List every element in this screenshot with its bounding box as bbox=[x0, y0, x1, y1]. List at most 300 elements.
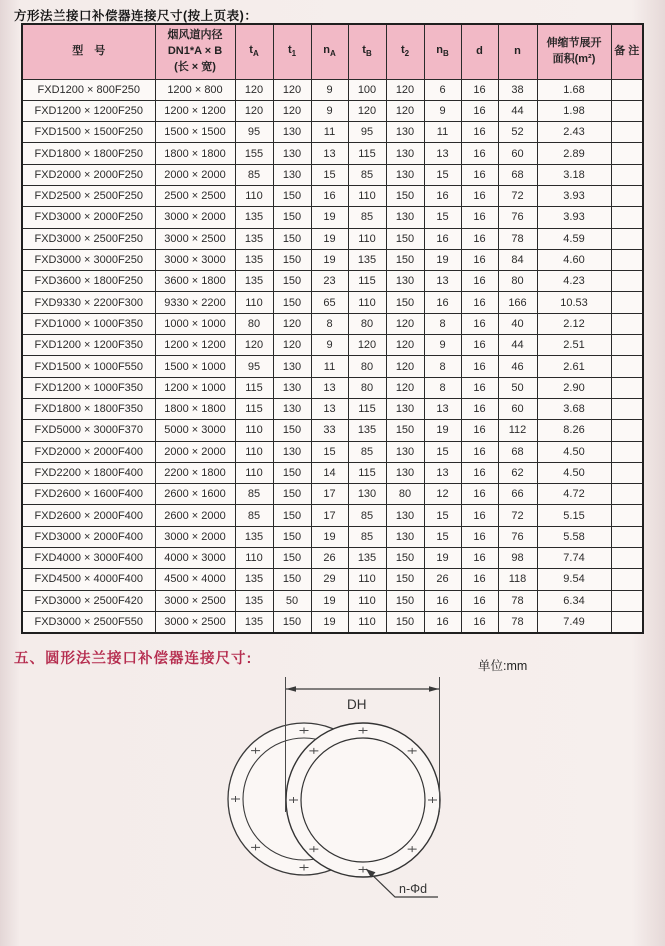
table-row bbox=[22, 122, 643, 143]
table-cell-area: 5.58 bbox=[537, 526, 611, 547]
column-header-area: 伸缩节展开 面积(m²) bbox=[537, 24, 611, 79]
table-cell-d: 16 bbox=[461, 611, 498, 632]
table-cell-t2: 130 bbox=[386, 164, 424, 185]
table-cell-t2: 120 bbox=[386, 313, 424, 334]
table-cell-nB: 19 bbox=[424, 249, 461, 270]
table-cell-tB: 120 bbox=[348, 100, 386, 121]
table-cell-nA: 8 bbox=[311, 313, 348, 334]
table-cell-tA: 110 bbox=[235, 292, 273, 313]
table-cell-t2: 150 bbox=[386, 420, 424, 441]
table-cell-model: FXD2500 × 2500F250 bbox=[22, 185, 155, 206]
column-header-tB: $t_B$ bbox=[348, 24, 386, 79]
table-cell-t1: 130 bbox=[273, 398, 311, 419]
table-cell-tA: 135 bbox=[235, 249, 273, 270]
table-cell-n: 112 bbox=[498, 420, 537, 441]
table-cell-tB: 115 bbox=[348, 271, 386, 292]
table-cell-tB: 130 bbox=[348, 484, 386, 505]
table-cell-t2: 130 bbox=[386, 207, 424, 228]
table-cell-area: 5.15 bbox=[537, 505, 611, 526]
table-cell-tB: 100 bbox=[348, 79, 386, 100]
table-cell-remark bbox=[611, 271, 643, 292]
table-cell-t1: 130 bbox=[273, 356, 311, 377]
table-cell-tB: 80 bbox=[348, 377, 386, 398]
table-cell-duct: 3000 × 2500 bbox=[155, 611, 235, 632]
table-cell-nA: 19 bbox=[311, 228, 348, 249]
table-row bbox=[22, 356, 643, 377]
table-cell-t2: 150 bbox=[386, 292, 424, 313]
table-cell-t1: 150 bbox=[273, 207, 311, 228]
table-cell-t1: 150 bbox=[273, 505, 311, 526]
column-header-n: n bbox=[498, 24, 537, 79]
bolt-hole-label: n-Φd bbox=[399, 882, 428, 896]
table-cell-n: 38 bbox=[498, 79, 537, 100]
table-cell-area: 4.50 bbox=[537, 441, 611, 462]
table-cell-model: FXD3600 × 1800F250 bbox=[22, 271, 155, 292]
table-cell-model: FXD2600 × 2000F400 bbox=[22, 505, 155, 526]
table-cell-n: 46 bbox=[498, 356, 537, 377]
table-cell-nA: 17 bbox=[311, 505, 348, 526]
square-flange-section-title: 方形法兰接口补偿器连接尺寸(按上页表)： bbox=[14, 9, 258, 23]
table-cell-area: 2.43 bbox=[537, 122, 611, 143]
table-cell-d: 16 bbox=[461, 590, 498, 611]
table-cell-nA: 23 bbox=[311, 271, 348, 292]
table-cell-n: 98 bbox=[498, 548, 537, 569]
table-cell-duct: 3600 × 1800 bbox=[155, 271, 235, 292]
table-row bbox=[22, 185, 643, 206]
table-cell-n: 66 bbox=[498, 484, 537, 505]
table-cell-tA: 80 bbox=[235, 313, 273, 334]
table-cell-duct: 1200 × 1200 bbox=[155, 100, 235, 121]
table-cell-nB: 11 bbox=[424, 122, 461, 143]
table-cell-n: 62 bbox=[498, 462, 537, 483]
table-cell-tB: 110 bbox=[348, 569, 386, 590]
table-cell-duct: 1200 × 800 bbox=[155, 79, 235, 100]
table-cell-model: FXD1200 × 1000F350 bbox=[22, 377, 155, 398]
table-cell-duct: 1200 × 1000 bbox=[155, 377, 235, 398]
table-cell-tA: 110 bbox=[235, 462, 273, 483]
table-cell-model: FXD2000 × 2000F400 bbox=[22, 441, 155, 462]
table-cell-area: 3.68 bbox=[537, 398, 611, 419]
table-cell-nB: 16 bbox=[424, 590, 461, 611]
table-cell-t1: 120 bbox=[273, 100, 311, 121]
table-cell-n: 118 bbox=[498, 569, 537, 590]
table-cell-tB: 80 bbox=[348, 313, 386, 334]
table-cell-remark bbox=[611, 292, 643, 313]
table-cell-duct: 4500 × 4000 bbox=[155, 569, 235, 590]
table-cell-t2: 130 bbox=[386, 462, 424, 483]
table-cell-model: FXD2600 × 1600F400 bbox=[22, 484, 155, 505]
table-cell-area: 4.72 bbox=[537, 484, 611, 505]
table-cell-remark bbox=[611, 526, 643, 547]
table-cell-remark bbox=[611, 505, 643, 526]
table-cell-area: 4.23 bbox=[537, 271, 611, 292]
table-cell-tA: 95 bbox=[235, 122, 273, 143]
table-cell-nB: 13 bbox=[424, 398, 461, 419]
table-cell-t1: 150 bbox=[273, 292, 311, 313]
column-header-remark: 备 注 bbox=[611, 24, 643, 79]
table-cell-area: 3.93 bbox=[537, 207, 611, 228]
table-cell-nB: 8 bbox=[424, 377, 461, 398]
table-cell-tA: 135 bbox=[235, 207, 273, 228]
table-cell-tA: 120 bbox=[235, 100, 273, 121]
table-cell-t1: 150 bbox=[273, 420, 311, 441]
table-cell-tB: 85 bbox=[348, 441, 386, 462]
table-cell-d: 16 bbox=[461, 228, 498, 249]
flange-diagram bbox=[0, 655, 665, 946]
column-header-model: 型 号 bbox=[22, 24, 155, 79]
column-header-duct: 烟风道内径 DN1*A × B (长 × 宽) bbox=[155, 24, 235, 79]
table-cell-area: 4.50 bbox=[537, 462, 611, 483]
table-cell-n: 44 bbox=[498, 335, 537, 356]
flange-ring-right-inner bbox=[301, 738, 425, 862]
table-cell-nB: 15 bbox=[424, 526, 461, 547]
table-cell-duct: 2600 × 1600 bbox=[155, 484, 235, 505]
table-cell-nB: 6 bbox=[424, 79, 461, 100]
table-cell-remark bbox=[611, 590, 643, 611]
circle-flange-section-title: 五、圆形法兰接口补偿器连接尺寸: bbox=[14, 651, 253, 667]
unit-label: 单位:mm bbox=[478, 659, 528, 673]
table-cell-remark bbox=[611, 100, 643, 121]
table-cell-nB: 8 bbox=[424, 356, 461, 377]
table-cell-remark bbox=[611, 185, 643, 206]
table-cell-nA: 17 bbox=[311, 484, 348, 505]
table-cell-nA: 65 bbox=[311, 292, 348, 313]
table-cell-remark bbox=[611, 79, 643, 100]
table-cell-duct: 9330 × 2200 bbox=[155, 292, 235, 313]
table-cell-tB: 110 bbox=[348, 611, 386, 632]
table-cell-nA: 13 bbox=[311, 143, 348, 164]
table-cell-t1: 150 bbox=[273, 569, 311, 590]
table-cell-tA: 135 bbox=[235, 526, 273, 547]
table-cell-n: 76 bbox=[498, 526, 537, 547]
table-cell-model: FXD1200 × 1200F350 bbox=[22, 335, 155, 356]
table-cell-tA: 135 bbox=[235, 271, 273, 292]
table-cell-nB: 15 bbox=[424, 164, 461, 185]
table-cell-area: 7.74 bbox=[537, 548, 611, 569]
table-cell-model: FXD3000 × 2000F400 bbox=[22, 526, 155, 547]
table-cell-tB: 85 bbox=[348, 526, 386, 547]
table-cell-model: FXD4500 × 4000F400 bbox=[22, 569, 155, 590]
table-cell-tB: 85 bbox=[348, 207, 386, 228]
table-cell-nA: 9 bbox=[311, 335, 348, 356]
table-cell-remark bbox=[611, 207, 643, 228]
table-cell-t1: 120 bbox=[273, 313, 311, 334]
table-cell-d: 16 bbox=[461, 569, 498, 590]
table-cell-t1: 50 bbox=[273, 590, 311, 611]
table-cell-duct: 2500 × 2500 bbox=[155, 185, 235, 206]
table-cell-remark bbox=[611, 228, 643, 249]
table-cell-nB: 12 bbox=[424, 484, 461, 505]
table-cell-tA: 135 bbox=[235, 569, 273, 590]
table-cell-nA: 11 bbox=[311, 122, 348, 143]
table-cell-duct: 5000 × 3000 bbox=[155, 420, 235, 441]
table-cell-nA: 19 bbox=[311, 611, 348, 632]
table-cell-tA: 110 bbox=[235, 441, 273, 462]
table-cell-duct: 1800 × 1800 bbox=[155, 143, 235, 164]
table-cell-nA: 11 bbox=[311, 356, 348, 377]
table-cell-tA: 135 bbox=[235, 228, 273, 249]
table-cell-t1: 150 bbox=[273, 271, 311, 292]
table-cell-n: 78 bbox=[498, 611, 537, 632]
table-cell-duct: 1800 × 1800 bbox=[155, 398, 235, 419]
table-row bbox=[22, 313, 643, 334]
table-cell-remark bbox=[611, 420, 643, 441]
table-cell-t1: 150 bbox=[273, 548, 311, 569]
table-cell-nA: 13 bbox=[311, 398, 348, 419]
table-cell-n: 80 bbox=[498, 271, 537, 292]
table-cell-model: FXD3000 × 2500F550 bbox=[22, 611, 155, 632]
table-cell-n: 72 bbox=[498, 505, 537, 526]
table-cell-t2: 120 bbox=[386, 335, 424, 356]
table-cell-area: 6.34 bbox=[537, 590, 611, 611]
table-cell-nA: 16 bbox=[311, 185, 348, 206]
table-cell-remark bbox=[611, 462, 643, 483]
table-row bbox=[22, 569, 643, 590]
table-cell-nB: 8 bbox=[424, 313, 461, 334]
table-cell-t2: 130 bbox=[386, 271, 424, 292]
table-cell-tA: 155 bbox=[235, 143, 273, 164]
table-cell-tA: 110 bbox=[235, 185, 273, 206]
table-cell-d: 16 bbox=[461, 79, 498, 100]
table-cell-t2: 150 bbox=[386, 569, 424, 590]
table-body bbox=[22, 79, 643, 633]
table-row bbox=[22, 207, 643, 228]
table-cell-tA: 85 bbox=[235, 505, 273, 526]
table-cell-duct: 2200 × 1800 bbox=[155, 462, 235, 483]
table-cell-remark bbox=[611, 122, 643, 143]
table-cell-nA: 26 bbox=[311, 548, 348, 569]
table-cell-n: 60 bbox=[498, 398, 537, 419]
table-cell-t1: 130 bbox=[273, 164, 311, 185]
table-cell-d: 16 bbox=[461, 292, 498, 313]
table-cell-nA: 9 bbox=[311, 100, 348, 121]
table-cell-tB: 95 bbox=[348, 122, 386, 143]
table-cell-n: 68 bbox=[498, 441, 537, 462]
table-cell-nA: 33 bbox=[311, 420, 348, 441]
table-cell-nB: 13 bbox=[424, 462, 461, 483]
table-row bbox=[22, 249, 643, 270]
table-cell-d: 16 bbox=[461, 548, 498, 569]
table-cell-nB: 13 bbox=[424, 143, 461, 164]
table-cell-t1: 120 bbox=[273, 79, 311, 100]
table-cell-t2: 120 bbox=[386, 356, 424, 377]
table-cell-t1: 150 bbox=[273, 611, 311, 632]
column-header-tA: $t_A$ bbox=[235, 24, 273, 79]
table-cell-t2: 120 bbox=[386, 100, 424, 121]
table-cell-remark bbox=[611, 441, 643, 462]
table-cell-d: 16 bbox=[461, 335, 498, 356]
table-cell-remark bbox=[611, 569, 643, 590]
table-cell-nB: 26 bbox=[424, 569, 461, 590]
table-cell-nB: 16 bbox=[424, 228, 461, 249]
column-header-nA: $n_A$ bbox=[311, 24, 348, 79]
table-row bbox=[22, 484, 643, 505]
table-cell-nB: 19 bbox=[424, 548, 461, 569]
table-cell-d: 16 bbox=[461, 462, 498, 483]
table-cell-t1: 150 bbox=[273, 526, 311, 547]
table-cell-t1: 150 bbox=[273, 462, 311, 483]
table-row bbox=[22, 100, 643, 121]
table-cell-t2: 130 bbox=[386, 143, 424, 164]
table-row bbox=[22, 271, 643, 292]
table-cell-nA: 15 bbox=[311, 164, 348, 185]
table-cell-nA: 19 bbox=[311, 526, 348, 547]
table-cell-n: 84 bbox=[498, 249, 537, 270]
table-row bbox=[22, 79, 643, 100]
table-cell-area: 3.93 bbox=[537, 185, 611, 206]
table-cell-t1: 130 bbox=[273, 122, 311, 143]
table-cell-area: 2.89 bbox=[537, 143, 611, 164]
table-row bbox=[22, 164, 643, 185]
table-cell-n: 76 bbox=[498, 207, 537, 228]
table-cell-model: FXD1200 × 800F250 bbox=[22, 79, 155, 100]
table-cell-t2: 130 bbox=[386, 505, 424, 526]
table-cell-t2: 120 bbox=[386, 79, 424, 100]
table-cell-model: FXD1200 × 1200F250 bbox=[22, 100, 155, 121]
table-cell-tA: 115 bbox=[235, 377, 273, 398]
table-cell-n: 44 bbox=[498, 100, 537, 121]
table-cell-tA: 85 bbox=[235, 484, 273, 505]
table-cell-tA: 85 bbox=[235, 164, 273, 185]
table-cell-t1: 130 bbox=[273, 441, 311, 462]
table-cell-t2: 150 bbox=[386, 228, 424, 249]
table-cell-t1: 120 bbox=[273, 335, 311, 356]
table-cell-t2: 130 bbox=[386, 122, 424, 143]
table-cell-n: 68 bbox=[498, 164, 537, 185]
table-cell-tB: 115 bbox=[348, 398, 386, 419]
table-cell-duct: 1200 × 1200 bbox=[155, 335, 235, 356]
table-cell-area: 3.18 bbox=[537, 164, 611, 185]
table-cell-nB: 9 bbox=[424, 335, 461, 356]
table-cell-nB: 9 bbox=[424, 100, 461, 121]
table-cell-tB: 110 bbox=[348, 228, 386, 249]
table-cell-t1: 130 bbox=[273, 143, 311, 164]
table-cell-remark bbox=[611, 313, 643, 334]
table-cell-model: FXD3000 × 2500F250 bbox=[22, 228, 155, 249]
table-cell-t1: 150 bbox=[273, 249, 311, 270]
table-cell-area: 2.12 bbox=[537, 313, 611, 334]
table-cell-t2: 130 bbox=[386, 526, 424, 547]
table-cell-area: 4.60 bbox=[537, 249, 611, 270]
table-cell-remark bbox=[611, 143, 643, 164]
table-row bbox=[22, 526, 643, 547]
table-cell-n: 78 bbox=[498, 228, 537, 249]
dh-dimension-label: DH bbox=[347, 697, 367, 712]
table-cell-t1: 130 bbox=[273, 377, 311, 398]
table-cell-nA: 19 bbox=[311, 207, 348, 228]
table-row bbox=[22, 462, 643, 483]
table-row bbox=[22, 292, 643, 313]
table-cell-tB: 110 bbox=[348, 292, 386, 313]
table-cell-remark bbox=[611, 484, 643, 505]
table-cell-tA: 135 bbox=[235, 611, 273, 632]
table-cell-t2: 130 bbox=[386, 398, 424, 419]
column-header-nB: $n_B$ bbox=[424, 24, 461, 79]
table-cell-remark bbox=[611, 398, 643, 419]
table-cell-tA: 135 bbox=[235, 590, 273, 611]
table-cell-remark bbox=[611, 356, 643, 377]
table-cell-tB: 115 bbox=[348, 462, 386, 483]
table-cell-t1: 150 bbox=[273, 484, 311, 505]
table-row bbox=[22, 143, 643, 164]
table-cell-nB: 15 bbox=[424, 207, 461, 228]
table-cell-duct: 3000 × 3000 bbox=[155, 249, 235, 270]
table-cell-tB: 80 bbox=[348, 356, 386, 377]
table-cell-area: 10.53 bbox=[537, 292, 611, 313]
table-cell-t2: 80 bbox=[386, 484, 424, 505]
table-cell-duct: 2600 × 2000 bbox=[155, 505, 235, 526]
table-cell-nB: 19 bbox=[424, 420, 461, 441]
table-row bbox=[22, 505, 643, 526]
square-flange-dimension-table bbox=[21, 23, 644, 634]
table-cell-nB: 15 bbox=[424, 441, 461, 462]
table-cell-duct: 4000 × 3000 bbox=[155, 548, 235, 569]
table-cell-model: FXD1500 × 1000F550 bbox=[22, 356, 155, 377]
table-cell-nB: 16 bbox=[424, 185, 461, 206]
table-cell-tB: 85 bbox=[348, 164, 386, 185]
table-cell-area: 7.49 bbox=[537, 611, 611, 632]
table-cell-t2: 130 bbox=[386, 441, 424, 462]
table-cell-d: 16 bbox=[461, 398, 498, 419]
table-row bbox=[22, 398, 643, 419]
table-cell-tA: 120 bbox=[235, 335, 273, 356]
table-cell-duct: 3000 × 2500 bbox=[155, 590, 235, 611]
table-cell-t1: 150 bbox=[273, 228, 311, 249]
table-cell-area: 8.26 bbox=[537, 420, 611, 441]
table-cell-duct: 3000 × 2500 bbox=[155, 228, 235, 249]
column-header-t2: $t_2$ bbox=[386, 24, 424, 79]
table-cell-nB: 15 bbox=[424, 505, 461, 526]
table-cell-duct: 1500 × 1500 bbox=[155, 122, 235, 143]
table-cell-nB: 13 bbox=[424, 271, 461, 292]
table-cell-n: 60 bbox=[498, 143, 537, 164]
table-cell-model: FXD4000 × 3000F400 bbox=[22, 548, 155, 569]
table-cell-remark bbox=[611, 611, 643, 632]
table-row bbox=[22, 611, 643, 632]
table-cell-tB: 135 bbox=[348, 420, 386, 441]
table-row bbox=[22, 548, 643, 569]
table-cell-tA: 115 bbox=[235, 398, 273, 419]
table-cell-model: FXD9330 × 2200F300 bbox=[22, 292, 155, 313]
table-cell-area: 4.59 bbox=[537, 228, 611, 249]
table-row bbox=[22, 441, 643, 462]
dimension-arrowhead-right bbox=[429, 686, 439, 692]
table-cell-n: 78 bbox=[498, 590, 537, 611]
column-header-d: d bbox=[461, 24, 498, 79]
table-cell-tB: 115 bbox=[348, 143, 386, 164]
table-cell-remark bbox=[611, 335, 643, 356]
table-cell-t2: 150 bbox=[386, 249, 424, 270]
table-cell-d: 16 bbox=[461, 377, 498, 398]
table-cell-area: 9.54 bbox=[537, 569, 611, 590]
table-cell-t1: 150 bbox=[273, 185, 311, 206]
table-cell-d: 16 bbox=[461, 484, 498, 505]
table-cell-nB: 16 bbox=[424, 292, 461, 313]
table-cell-d: 16 bbox=[461, 207, 498, 228]
table-row bbox=[22, 420, 643, 441]
table-cell-nA: 19 bbox=[311, 249, 348, 270]
table-cell-tA: 95 bbox=[235, 356, 273, 377]
table-cell-d: 16 bbox=[461, 249, 498, 270]
table-cell-d: 16 bbox=[461, 100, 498, 121]
table-cell-n: 40 bbox=[498, 313, 537, 334]
table-cell-d: 16 bbox=[461, 420, 498, 441]
table-cell-d: 16 bbox=[461, 313, 498, 334]
column-header-t1: $t_1$ bbox=[273, 24, 311, 79]
table-cell-t2: 120 bbox=[386, 377, 424, 398]
table-cell-d: 16 bbox=[461, 356, 498, 377]
table-cell-n: 72 bbox=[498, 185, 537, 206]
